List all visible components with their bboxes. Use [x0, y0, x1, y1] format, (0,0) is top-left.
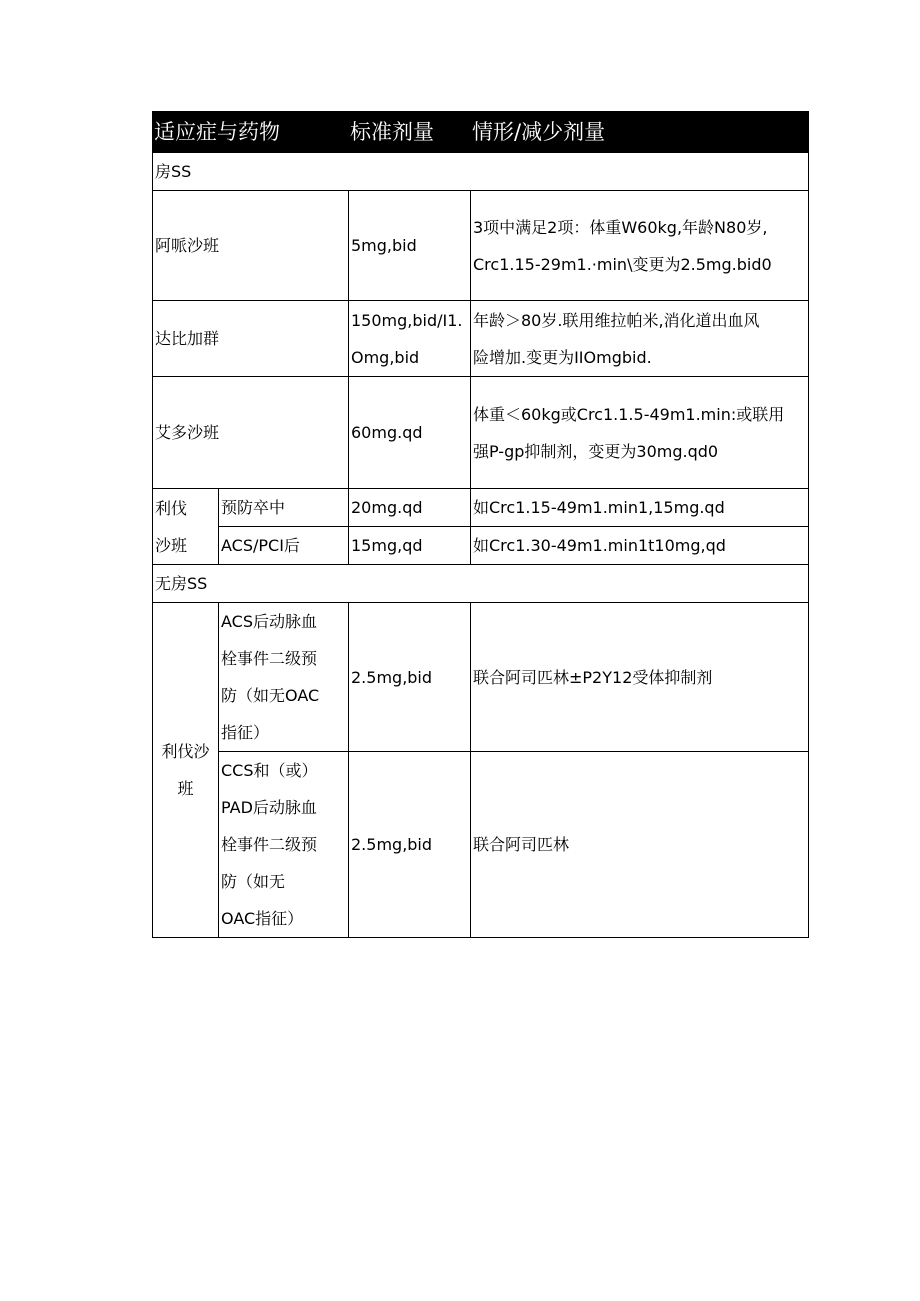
- drug-group-name: [153, 489, 219, 565]
- sub-indication: [219, 752, 349, 938]
- reduction-note: [471, 191, 809, 301]
- table-row: [153, 191, 809, 301]
- dose-value: 2.5mg,bid: [349, 752, 471, 938]
- table-row: [153, 752, 809, 938]
- section-row-noaf: [153, 565, 809, 603]
- section-af: 房SS: [153, 153, 809, 191]
- table-row: [153, 603, 809, 752]
- group-line: 班: [177, 779, 194, 798]
- dose-line: Omg,bid: [351, 347, 420, 367]
- sub-indication: [219, 603, 349, 752]
- section-row-af: [153, 153, 809, 191]
- group-line: 利伐沙: [161, 742, 210, 761]
- sub-indication: 预防卒中: [219, 489, 349, 527]
- dosing-table: [152, 111, 809, 938]
- label-line: PAD后动脉血: [221, 798, 317, 817]
- label-line: 防（如无OAC: [221, 686, 320, 705]
- header-reduced: 情形/减少剂量: [471, 112, 809, 153]
- note-line: Crc1.15-29m1.·min\变更为2.5mg.bid0: [473, 254, 772, 274]
- drug-group-name: [153, 603, 219, 938]
- dose-value: 60mg.qd: [349, 377, 471, 489]
- section-noaf: 无房SS: [153, 565, 809, 603]
- drug-name: 阿哌沙班: [153, 191, 349, 301]
- dose-line: 150mg,bid/I1.: [351, 310, 463, 330]
- sub-indication: ACS/PCI后: [219, 527, 349, 565]
- dose-value: [349, 301, 471, 377]
- label-line: ACS后动脉血: [221, 612, 317, 631]
- table-row: [153, 301, 809, 377]
- note-line: 强P-gp抑制剂，变更为30mg.qd0: [473, 441, 719, 461]
- table-row: [153, 377, 809, 489]
- label-line: OAC指征）: [221, 909, 304, 928]
- note-line: 年龄＞80岁.联用维拉帕米,消化道出血风: [473, 310, 760, 330]
- table-row: [153, 489, 809, 527]
- dose-value: 5mg,bid: [349, 191, 471, 301]
- group-line: 沙班: [155, 535, 188, 555]
- note-line: 险增加.变更为IIOmgbid.: [473, 347, 652, 367]
- dose-value: 15mg,qd: [349, 527, 471, 565]
- drug-name: 艾多沙班: [153, 377, 349, 489]
- reduction-note: 联合阿司匹林: [471, 752, 809, 938]
- group-line: 利伐: [155, 498, 188, 518]
- header-row: [153, 112, 809, 153]
- header-indication: 适应症与药物: [153, 112, 349, 153]
- reduction-note: [471, 301, 809, 377]
- dose-value: 2.5mg,bid: [349, 603, 471, 752]
- reduction-note: 如Crc1.30-49m1.min1t10mg,qd: [471, 527, 809, 565]
- label-line: 指征）: [221, 723, 270, 742]
- reduction-note: [471, 377, 809, 489]
- label-line: 栓事件二级预: [221, 835, 318, 854]
- reduction-note: 如Crc1.15-49m1.min1,15mg.qd: [471, 489, 809, 527]
- note-line: 3项中满足2项：体重W60kg,年龄N80岁,: [473, 217, 768, 237]
- dose-value: 20mg.qd: [349, 489, 471, 527]
- table-row: [153, 527, 809, 565]
- reduction-note: 联合阿司匹林±P2Y12受体抑制剂: [471, 603, 809, 752]
- label-line: CCS和（或）: [221, 761, 318, 780]
- drug-name: 达比加群: [153, 301, 349, 377]
- header-dose: 标准剂量: [349, 112, 471, 153]
- note-line: 体重＜60kg或Crc1.1.5-49m1.min:或联用: [473, 404, 785, 424]
- label-line: 防（如无: [221, 872, 286, 891]
- label-line: 栓事件二级预: [221, 649, 318, 668]
